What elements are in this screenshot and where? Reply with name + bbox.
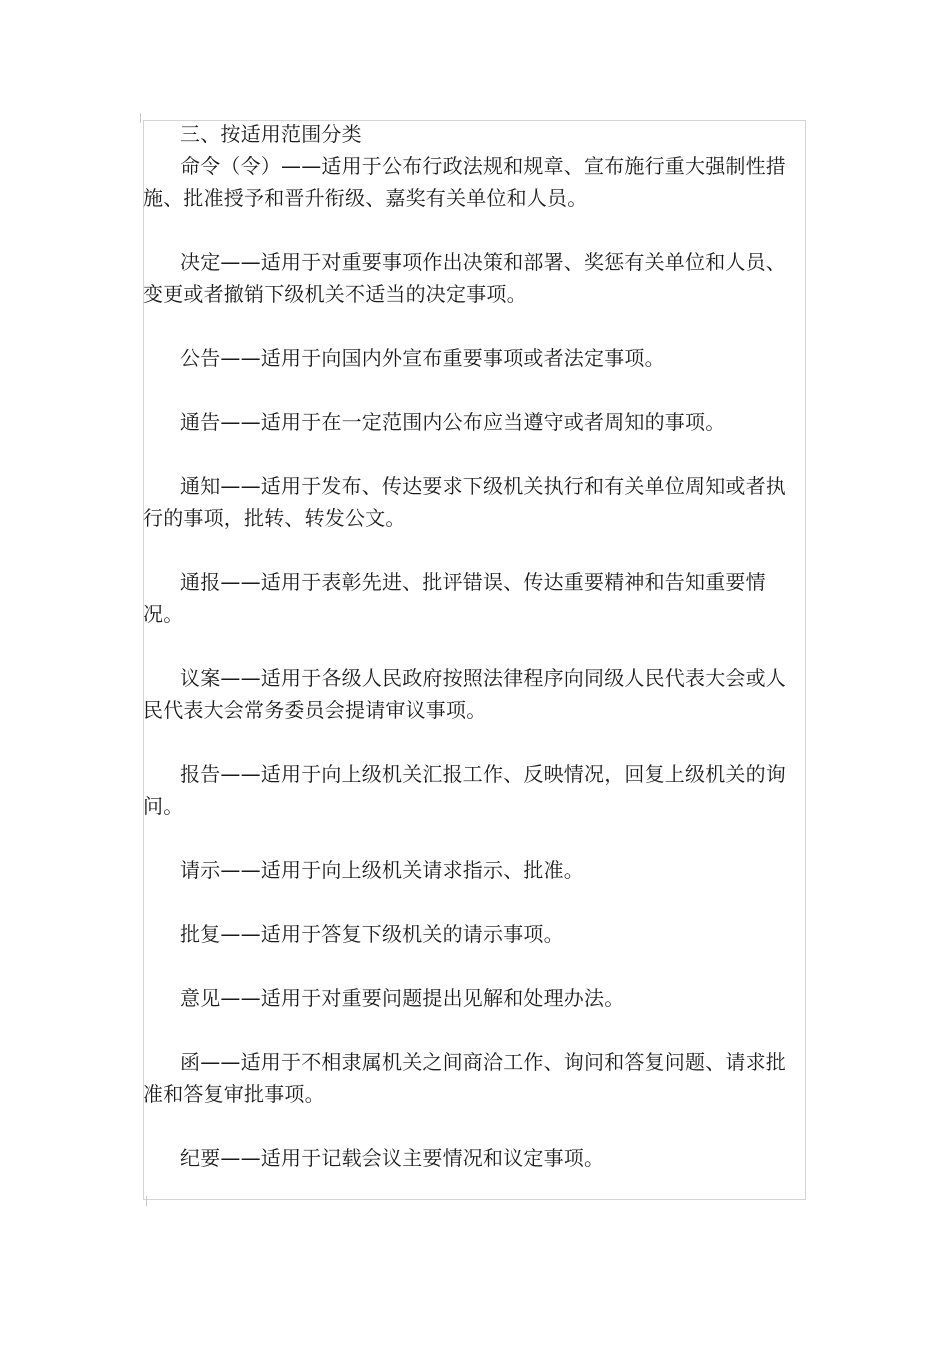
frame-corner-mark-bottom: [146, 1196, 153, 1206]
paragraph-circular: 通报——适用于表彰先进、批评错误、传达重要精神和告知重要情况。: [143, 570, 766, 626]
paragraph-decision: 决定——适用于对重要事项作出决策和部署、奖惩有关单位和人员、变更或者撤销下级机关不适当的决定事项。: [143, 250, 786, 306]
paragraph-report: 报告——适用于向上级机关汇报工作、反映情况，回复上级机关的询问。: [143, 762, 786, 818]
paragraph-minutes: 纪要——适用于记载会议主要情况和议定事项。: [180, 1146, 605, 1170]
paragraph-request: 请示——适用于向上级机关请求指示、批准。: [180, 858, 584, 882]
paragraph-letter: 函——适用于不相隶属机关之间商洽工作、询问和答复问题、请求批准和答复审批事项。: [143, 1050, 786, 1106]
section-heading: 三、按适用范围分类: [180, 122, 362, 146]
paragraph-opinion: 意见——适用于对重要问题提出见解和处理办法。: [180, 986, 625, 1010]
paragraph-reply: 批复——适用于答复下级机关的请示事项。: [180, 922, 564, 946]
paragraph-motion: 议案——适用于各级人民政府按照法律程序向同级人民代表大会或人民代表大会常务委员会提请审议事项。: [143, 666, 786, 722]
paragraph-announcement: 公告——适用于向国内外宣布重要事项或者法定事项。: [180, 346, 665, 370]
paragraph-command: 命令（令）——适用于公布行政法规和规章、宣布施行重大强制性措施、批准授予和晋升衔级、嘉奖有关单位和人员。: [143, 154, 786, 210]
paragraph-notice: 通知——适用于发布、传达要求下级机关执行和有关单位周知或者执行的事项，批转、转发公文。: [143, 474, 786, 530]
paragraph-public-notice: 通告——适用于在一定范围内公布应当遵守或者周知的事项。: [180, 410, 726, 434]
document-body: [143, 118, 793, 1174]
